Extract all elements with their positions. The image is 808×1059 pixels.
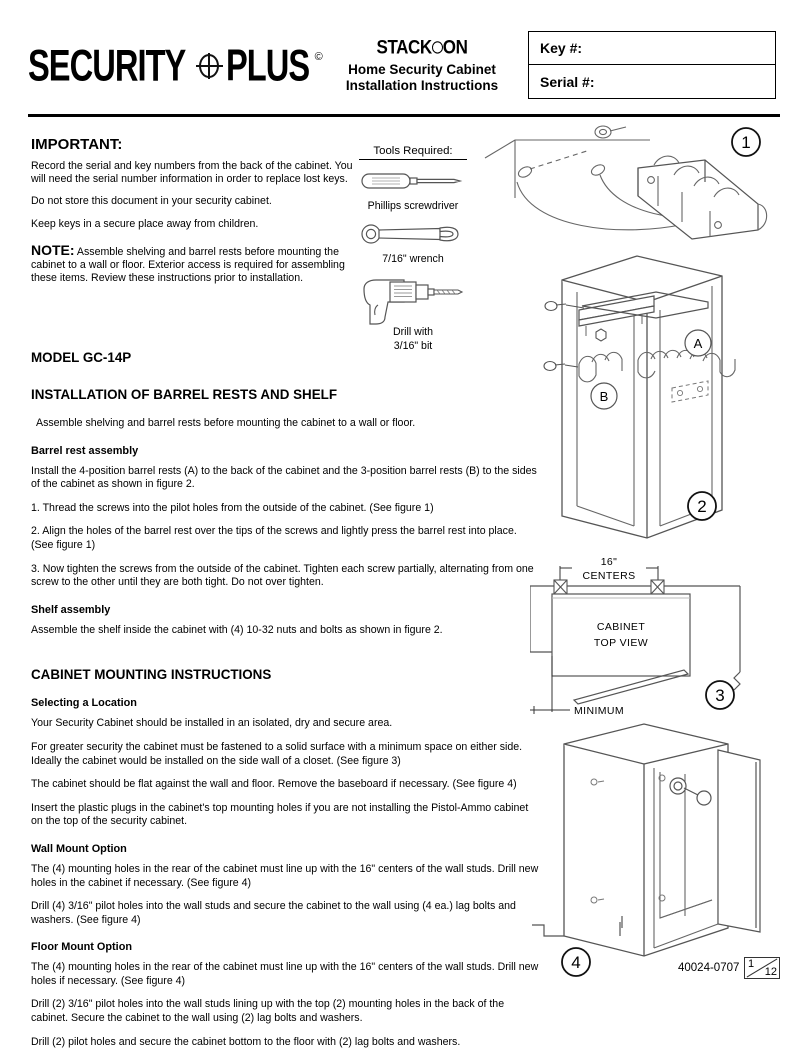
stackon-word-right: ON xyxy=(442,36,468,59)
subheading-wall-mount: Wall Mount Option xyxy=(31,842,127,855)
figures-column xyxy=(470,120,790,1000)
tool-item-wrench xyxy=(352,221,474,266)
subheading-floor-mount: Floor Mount Option xyxy=(31,941,133,954)
document-title-line1: Home Security Cabinet xyxy=(348,62,496,77)
serial-number-label: Serial #: xyxy=(540,73,595,90)
section-heading-mounting: CABINET MOUNTING INSTRUCTIONS xyxy=(31,667,272,683)
stackon-word-left: STACK xyxy=(376,36,432,59)
key-number-label: Key #: xyxy=(540,40,583,56)
screwdriver-icon xyxy=(354,168,472,194)
figure-3-dimension-value: 16" xyxy=(600,556,618,568)
tool-caption-drill-line2: 3/16" bit xyxy=(393,339,433,352)
tool-item-screwdriver xyxy=(352,168,474,213)
shelf-assembly-text: Assemble the shelf inside the cabinet with (4) 10-32 nuts and bolts as shown in figure 2. xyxy=(31,623,443,636)
logo-word-security: SECURITY xyxy=(28,41,186,91)
tool-caption-drill-line1: Drill with xyxy=(392,326,434,339)
stackon-logo xyxy=(377,37,468,59)
registered-mark: © xyxy=(314,51,323,63)
figure-2-callout-number: 2 xyxy=(697,497,707,516)
subheading-selecting-location: Selecting a Location xyxy=(31,697,137,710)
model-number-heading: MODEL GC-14P xyxy=(31,350,132,365)
barrel-step-2: 2. Align the holes of the barrel rest over the tips of the screws and lightly press the barrel rest into place. (See figure 1) xyxy=(31,525,517,551)
barrel-step-1: 1. Thread the screws into the pilot holes from the outside of the cabinet. (See figure 1) xyxy=(31,501,434,514)
figure-1-callout-number: 1 xyxy=(741,133,751,152)
tool-caption-wrench: 7/16" wrench xyxy=(382,252,444,265)
page-current-number: 1 xyxy=(748,958,755,970)
section-heading-installation: INSTALLATION OF BARREL RESTS AND SHELF xyxy=(31,387,337,402)
wrench-icon xyxy=(354,221,472,247)
stackon-brand-block xyxy=(330,38,514,93)
floor-mount-para-2: Drill (2) 3/16" pilot holes into the wall studs lining up with the top (2) mounting holes in the back of the cabinet. Secure the cabinet to the wall using (2) lag bolts and washers. xyxy=(31,998,505,1025)
figure-3-title-line1: CABINET xyxy=(596,621,646,633)
figure-2-label-b: B xyxy=(599,389,609,404)
location-para-3: The cabinet should be flat against the wall and floor. Remove the baseboard if necessary. (See figure 4) xyxy=(31,778,517,791)
figure-3-callout-number: 3 xyxy=(715,686,725,705)
tools-required-title: Tools Required: xyxy=(359,145,467,160)
important-para-2: Do not store this document in your security cabinet. xyxy=(31,195,272,208)
floor-mount-para-3: Drill (2) pilot holes and secure the cabinet bottom to the floor with (2) lag bolts and washers. xyxy=(31,1035,461,1048)
figure-1-barrel-rest xyxy=(470,120,780,250)
location-para-1: Your Security Cabinet should be installed in an isolated, dry and secure area. xyxy=(31,717,393,730)
drill-icon xyxy=(354,275,472,327)
note-text: Assemble shelving and barrel rests before mounting the cabinet to a wall or floor. Exterior access is required for assembling these items. Review these instructions prior to installation. xyxy=(31,245,345,285)
stackon-dot-icon xyxy=(432,41,443,53)
figure-3-title-line2: TOP VIEW xyxy=(593,637,649,649)
page-total-number: 12 xyxy=(764,966,777,978)
security-plus-logo xyxy=(28,41,323,91)
note-block xyxy=(31,241,353,286)
important-notice-block xyxy=(31,136,353,285)
important-para-3: Keep keys in a secure place away from children. xyxy=(31,217,259,230)
document-title-line2: Installation Instructions xyxy=(345,77,499,93)
figure-3-minimum-label: MINIMUM xyxy=(574,705,625,717)
crosshair-target-icon xyxy=(196,53,223,80)
logo-word-plus: PLUS xyxy=(225,41,310,91)
key-number-field[interactable] xyxy=(529,32,775,65)
figure-2-label-a: A xyxy=(693,336,703,351)
wall-mount-para-1: The (4) mounting holes in the rear of the cabinet must line up with the 16" centers of the wall studs. Drill new holes in the cabinet if necessary. (See figure 4) xyxy=(31,862,539,889)
barrel-step-3: 3. Now tighten the screws from the outside of the cabinet. Tighten each screw partially, alternating from one screw to the other until they are both tight. Do not over tighten. xyxy=(31,562,534,589)
tool-item-drill xyxy=(352,275,474,352)
note-label: NOTE: xyxy=(31,241,75,258)
barrel-intro-text: Install the 4-position barrel rests (A) to the back of the cabinet and the 3-position barrel rests (B) to the sides of the cabinet as shown in figure 2. xyxy=(31,464,537,491)
tools-required-block xyxy=(352,145,474,352)
figure-4-callout-number: 4 xyxy=(571,953,581,972)
figure-4-cabinet-door xyxy=(532,720,782,990)
subheading-shelf-assembly: Shelf assembly xyxy=(31,603,111,616)
important-heading: IMPORTANT: xyxy=(31,136,123,153)
main-instructions xyxy=(31,350,539,1059)
header-divider xyxy=(28,114,780,117)
wall-mount-para-2: Drill (4) 3/16" pilot holes into the wall studs and secure the cabinet to the wall using (4 ea.) lag bolts and washers. (See figure 4) xyxy=(31,900,516,926)
location-para-2: For greater security the cabinet must be fastened to a solid surface with a minimum space on either side. Ideally the cabinet would be installed on the side wall of a closet. (See figure 3) xyxy=(31,740,523,767)
tool-caption-screwdriver: Phillips screwdriver xyxy=(367,200,459,212)
page-indicator xyxy=(744,957,780,979)
section-intro-text: Assemble shelving and barrel rests before mounting the cabinet to a wall or floor. xyxy=(36,417,416,429)
floor-mount-para-1: The (4) mounting holes in the rear of the cabinet must line up with the 16" centers of the wall studs. Drill new holes if necessary. (See figure 4) xyxy=(31,961,539,987)
serial-number-field[interactable] xyxy=(529,65,775,98)
subheading-barrel-rest-assembly: Barrel rest assembly xyxy=(31,444,139,457)
important-para-1: Record the serial and key numbers from the back of the cabinet. You will need the serial number information in order to replace lost keys. xyxy=(31,160,353,186)
figure-2-cabinet-interior xyxy=(522,248,772,548)
page-header xyxy=(0,0,808,118)
figure-3-top-view xyxy=(530,552,775,720)
document-code: 40024-0707 xyxy=(678,962,740,974)
id-record-box xyxy=(528,31,776,99)
figure-3-dimension-label: CENTERS xyxy=(582,570,636,582)
location-para-4: Insert the plastic plugs in the cabinet's top mounting holes if you are not installing the Pistol-Ammo cabinet on the top of the security cabinet. xyxy=(31,801,529,828)
